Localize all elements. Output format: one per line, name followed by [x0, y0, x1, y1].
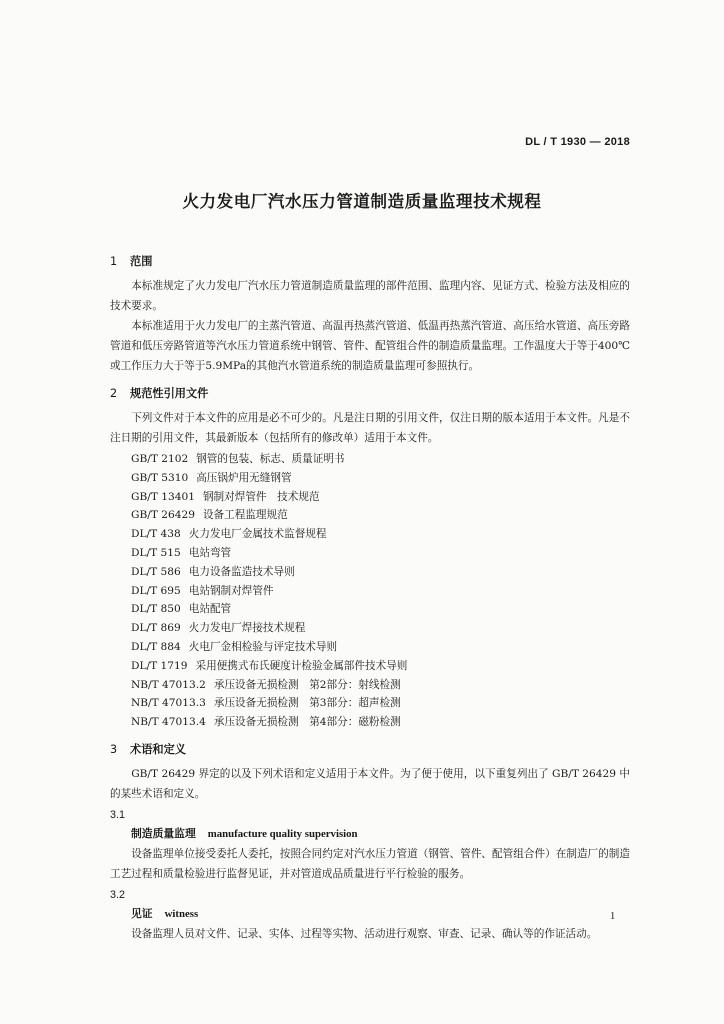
reference-title: 电力设备监造技术导则	[188, 565, 295, 578]
section-heading-normative-references	[110, 386, 630, 402]
section-title: 规范性引用文件	[130, 387, 209, 400]
term-definition: 设备监理单位接受委托人委托，按照合同约定对汽水压力管道（钢管、管件、配管组合件）在制造厂的制造工艺过程和质量检验进行监督见证，并对管道成品质量进行平行检验的服务。	[110, 847, 630, 880]
reference-code: GB/T 2102	[131, 453, 189, 465]
reference-title: 高压锅炉用无缝钢管	[196, 471, 292, 484]
standard-code: DL / T 1930 — 2018	[525, 136, 630, 148]
reference-code: NB/T 47013.2	[131, 678, 206, 691]
reference-title: 钢制对焊管件 技术规范	[202, 490, 320, 503]
reference-title: 电站配管	[188, 603, 232, 616]
reference-code: DL/T 515	[131, 546, 181, 559]
reference-code: DL/T 438	[131, 528, 181, 541]
reference-title: 电站弯管	[188, 546, 232, 559]
reference-title: 采用便携式布氏硬度计检验金属部件技术导则	[195, 659, 408, 672]
reference-title: 火力发电厂金属技术监督规程	[188, 528, 327, 541]
reference-code: DL/T 884	[131, 640, 181, 653]
reference-item	[110, 544, 630, 563]
reference-code: GB/T 26429	[131, 509, 195, 522]
section-number: 2	[110, 387, 118, 400]
reference-title: 设备工程监理规范	[202, 509, 288, 522]
reference-item	[110, 450, 630, 469]
reference-code: DL/T 1719	[131, 659, 188, 672]
term-name-english: witness	[164, 907, 199, 920]
reference-code: DL/T 850	[131, 603, 181, 616]
references-intro-paragraph: 下列文件对于本文件的应用是必不可少的。凡是注日期的引用文件，仅注日期的版本适用于本文件。凡是不注日期的引用文件，其最新版本（包括所有的修改单）适用于本文件。	[110, 412, 630, 444]
reference-item	[110, 713, 630, 732]
term-heading	[110, 824, 630, 844]
reference-item	[110, 619, 630, 638]
scope-paragraph: 本标准规定了火力发电厂汽水压力管道制造质量监理的部件范围、监理内容、见证方式、检验方法及相应的技术要求。	[110, 280, 630, 312]
reference-title: 火电厂金相检验与评定技术导则	[188, 640, 338, 653]
reference-item	[110, 506, 630, 525]
reference-item	[110, 676, 630, 695]
reference-item	[110, 469, 630, 488]
reference-item	[110, 488, 630, 507]
reference-item	[110, 600, 630, 619]
term-definition: 设备监理人员对文件、记录、实体、过程等实物、活动进行观察、审查、记录、确认等的作证活动。	[131, 927, 598, 940]
term-number: 3.1	[110, 808, 126, 821]
reference-code: DL/T 869	[131, 622, 181, 635]
terms-intro-paragraph: GB/T 26429 界定的以及下列术语和定义适用于本文件。为了便于使用，以下重复列出了 GB/T 26429 中的某些术语和定义。	[110, 767, 630, 800]
term-number: 3.2	[110, 888, 126, 901]
reference-item	[110, 657, 630, 676]
reference-code: DL/T 695	[131, 584, 181, 597]
reference-item	[110, 582, 630, 601]
reference-title: 钢管的包装、标志、质量证明书	[196, 453, 345, 465]
reference-item	[110, 525, 630, 544]
section-title: 术语和定义	[130, 742, 186, 756]
term-name-chinese: 见证	[131, 906, 153, 920]
reference-list	[110, 450, 630, 732]
document-body	[110, 250, 630, 944]
reference-title: 承压设备无损检测 第3部分：超声检测	[213, 697, 401, 710]
scope-paragraph: 本标准适用于火力发电厂的主蒸汽管道、高温再热蒸汽管道、低温再热蒸汽管道、高压给水管道、高压旁路管道和低压旁路管道等汽水压力管道系统中钢管、管件、配管组合件的制造质量监理。工作温度大于等于400℃或工作压力大于等于5.9MPa的其他汽水管道系统的制造质量监理可参照执行。	[110, 320, 630, 372]
reference-title: 承压设备无损检测 第2部分：射线检测	[213, 678, 401, 691]
reference-item	[110, 694, 630, 713]
section-number: 3	[110, 742, 118, 756]
term-heading	[110, 904, 630, 924]
reference-code: GB/T 5310	[131, 471, 189, 484]
section-title: 范围	[130, 255, 153, 268]
reference-title: 火力发电厂焊接技术规程	[188, 622, 306, 635]
reference-code: DL/T 586	[131, 565, 181, 578]
section-heading-scope	[110, 254, 630, 270]
term-name-english: manufacture quality supervision	[207, 827, 358, 840]
reference-code: NB/T 47013.4	[131, 716, 206, 729]
reference-title: 承压设备无损检测 第4部分：磁粉检测	[213, 716, 401, 729]
page-number: 1	[610, 911, 616, 922]
reference-code: GB/T 13401	[131, 490, 195, 503]
section-number: 1	[110, 255, 118, 268]
reference-item	[110, 638, 630, 657]
reference-title: 电站钢制对焊管件	[188, 584, 274, 597]
document-title: 火力发电厂汽水压力管道制造质量监理技术规程	[182, 192, 542, 211]
reference-item	[110, 563, 630, 582]
reference-code: NB/T 47013.3	[131, 697, 206, 710]
section-heading-terms	[110, 742, 630, 758]
term-name-chinese: 制造质量监理	[131, 826, 196, 840]
